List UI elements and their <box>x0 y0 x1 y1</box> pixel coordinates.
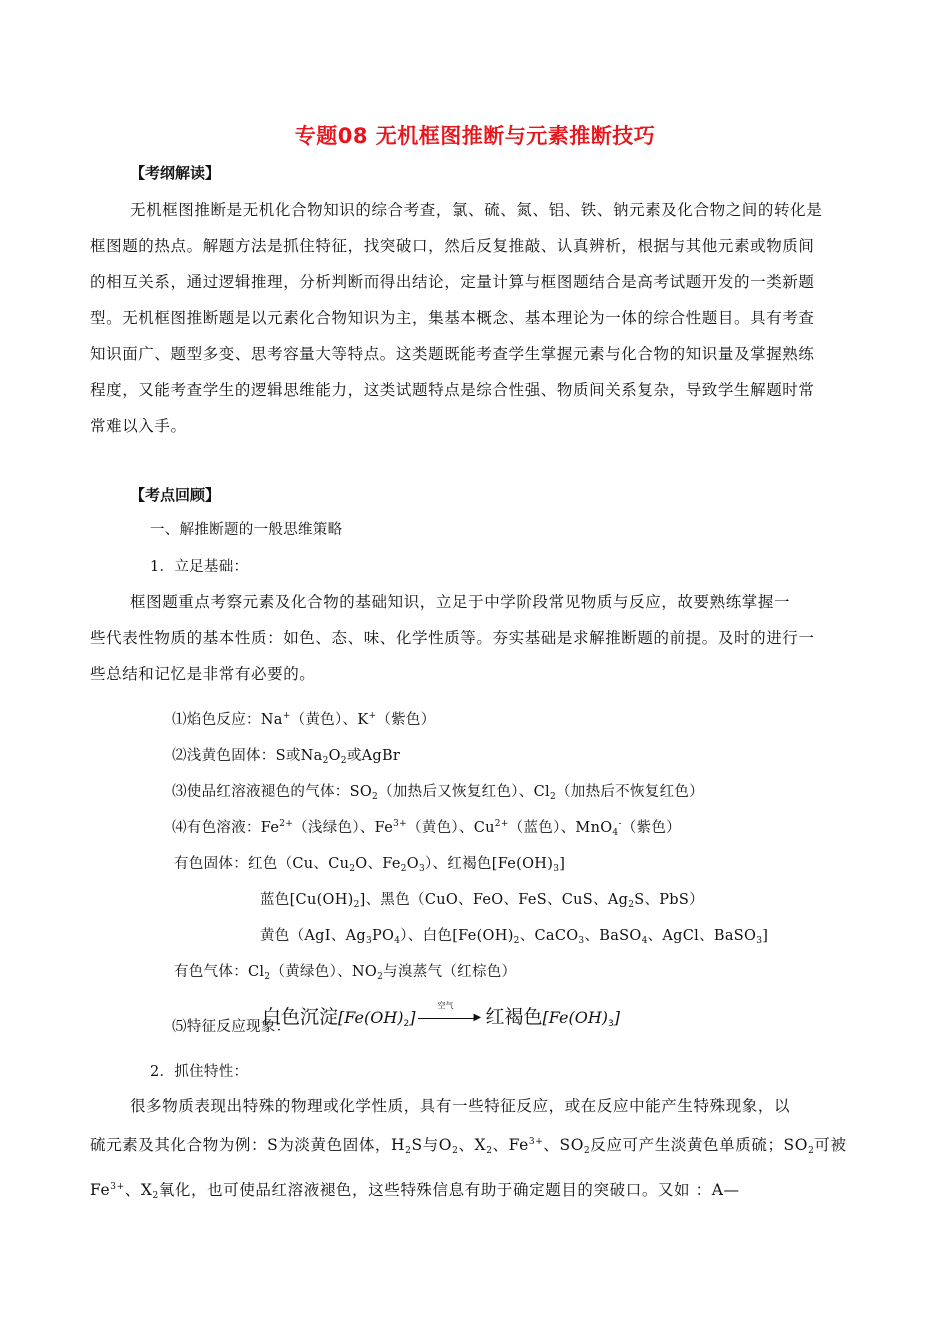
item-colored-solid-3: 黄色（AgI、$Ag_3PO_4$）、白色[$Fe(OH)_2$、CaCO$_3$、BaSO$_4$、AgCl、BaSO$_3$] <box>260 928 769 946</box>
paragraph-line: 些总结和记忆是非常有必要的。 <box>90 665 316 683</box>
item-colored-solid-1: 有色固体：红色（Cu、$Cu_2O$、$Fe_2O_3$）、红褐色$[Fe(OH)_3]$ <box>174 856 566 874</box>
paragraph-line: 框图题重点考察元素及化合物的基础知识，立足于中学阶段常见物质与反应，故要熟练掌握一 <box>130 593 791 611</box>
item-colored-solution: ⑷有色溶液：$Fe^{2+}$（浅绿色）、$Fe^{3+}$（黄色）、$Cu^{2+}$（蓝色）、MnO$_4$-（紫色） <box>172 819 681 838</box>
paragraph-line: 型。无机框图推断题是以元素化合物知识为主，集基本概念、基本理论为一体的综合性题目。具有考查 <box>90 309 815 327</box>
paragraph-line: 程度，又能考查学生的逻辑思维能力，这类试题特点是综合性强、物质间关系复杂，导致学生解题时常 <box>90 381 815 399</box>
item-colored-gas: 有色气体：$Cl_2$（黄绿色）、$NO_2$与溴蒸气（红棕色） <box>174 964 517 982</box>
section-heading-outline: 【考纲解读】 <box>130 164 221 182</box>
paragraph-line: 知识面广、题型多变、思考容量大等特点。这类题既能考查学生掌握元素与化合物的知识量及掌握熟练 <box>90 345 815 363</box>
paragraph-line: 硫元素及其化合物为例：S为淡黄色固体，$H_2S$与$O_2$、$X_2$、$Fe^{3+}$、$SO_2$反应可产生淡黄色单质硫；$SO_2$可被 <box>90 1136 847 1156</box>
point-1-heading: 1．立足基础： <box>150 559 249 575</box>
paragraph-line: 些代表性物质的基本性质：如色、态、味、化学性质等。夯实基础是求解推断题的前提。及时的进行一 <box>90 629 815 647</box>
section-heading-review: 【考点回顾】 <box>130 486 221 504</box>
paragraph-line: 的相互关系，通过逻辑推理，分析判断而得出结论，定量计算与框图题结合是高考试题开发的一类新题 <box>90 273 815 291</box>
outline-paragraph <box>90 192 860 444</box>
arrow-condition-label: 空气 <box>437 1000 454 1010</box>
paragraph-line: 很多物质表现出特殊的物理或化学性质，具有一些特征反应，或在反应中能产生特殊现象，以 <box>130 1097 791 1115</box>
paragraph-line: 常难以入手。 <box>90 417 187 435</box>
special-properties-paragraph <box>90 1088 860 1214</box>
reaction-arrow <box>416 1000 486 1028</box>
formula-left-text: 白色沉淀 <box>262 1006 339 1028</box>
item-flame-test: ⑴焰色反应：Na+（黄色）、K+（紫色） <box>172 711 436 728</box>
basis-paragraph <box>90 584 860 692</box>
point-2-heading: 2．抓住特性： <box>150 1064 249 1080</box>
item-colored-solid-2: 蓝色$[Cu(OH)_2]$、黑色（CuO、FeO、FeS、CuS、$Ag_2S$、PbS） <box>260 892 704 910</box>
item-yellow-solid: ⑵浅黄色固体：S或$Na_2O_2$或AgBr <box>172 748 401 766</box>
arrow-head-icon: ▶ <box>473 1011 482 1023</box>
item-reaction-phenomenon: ⑸特征反应现象： <box>172 1019 291 1035</box>
formula-right-text: 红褐色 <box>485 1006 543 1028</box>
strategy-heading: 一、解推断题的一般思维策略 <box>150 522 343 538</box>
paragraph-line: 框图题的热点。解题方法是抓住特征，找突破口，然后反复推敲、认真辨析，根据与其他元素或物质间 <box>90 237 815 255</box>
paragraph-line: 无机框图推断是无机化合物知识的综合考查，氯、硫、氮、铝、铁、钠元素及化合物之间的转化是 <box>130 201 823 219</box>
item-bleaching-gas: ⑶使品红溶液褪色的气体：$SO_2$（加热后又恢复红色）、$Cl_2$（加热后不恢复红色） <box>172 784 704 802</box>
paragraph-line: $Fe^{3+}$、$X_2$氧化，也可使品红溶液褪色，这些特殊信息有助于确定题目的突破口。又如 ：A— <box>90 1181 740 1201</box>
page-title: 专题08 无机框图推断与元素推断技巧 <box>294 124 656 148</box>
reaction-formula: 白色沉淀$[Fe(OH)_2]$ 空气 ▶ 红褐色$[Fe(OH)_3]$ <box>262 1000 620 1029</box>
